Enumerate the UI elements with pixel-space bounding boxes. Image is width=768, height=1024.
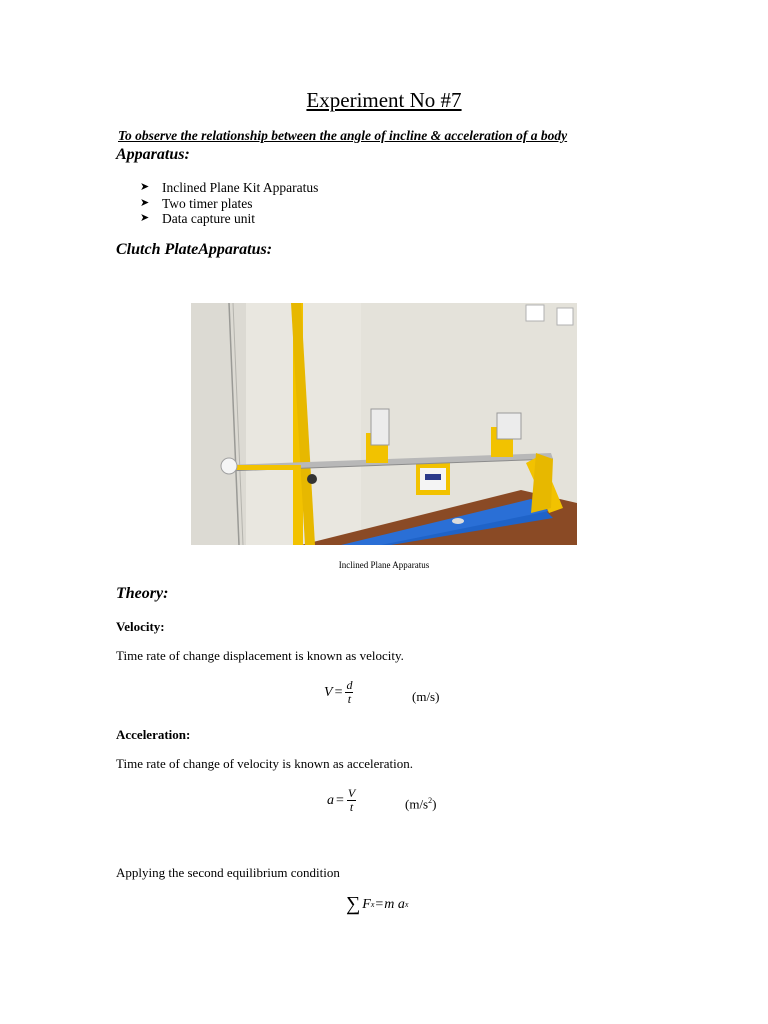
list-item-label: Data capture unit xyxy=(162,211,255,226)
velocity-heading: Velocity: xyxy=(116,619,165,634)
unit-base: (m/s xyxy=(405,796,429,812)
apparatus-list xyxy=(140,180,318,227)
equation-fraction xyxy=(347,787,356,814)
clutch-plate-heading: Clutch PlateApparatus: xyxy=(116,241,273,258)
list-item xyxy=(140,211,318,227)
page-title: Experiment No #7 xyxy=(306,88,462,112)
list-item-label: Two timer plates xyxy=(162,195,253,211)
equilibrium-text: Applying the second equilibrium condition xyxy=(116,865,340,880)
unit-exponent: 2 xyxy=(428,796,433,805)
apparatus-heading: Apparatus: xyxy=(116,146,190,163)
fraction-denominator: t xyxy=(349,800,354,814)
equation-lhs: V xyxy=(324,684,333,700)
velocity-equation: V = $\frac{d}{t}$ xyxy=(324,678,353,706)
experiment-objective: To observe the relationship between the angle of incline & acceleration of a body xyxy=(118,128,568,143)
fraction-numerator: d xyxy=(346,678,353,692)
rhs-term: m a xyxy=(384,896,405,912)
arrow-bullet-icon: ➤ xyxy=(140,212,150,224)
inclined-plane-photo xyxy=(191,303,577,545)
fraction-numerator: V xyxy=(347,786,356,800)
equation-fraction xyxy=(345,679,353,706)
list-item-label: Inclined Plane Kit Apparatus xyxy=(162,180,319,195)
force-subscript: x xyxy=(370,900,375,909)
acceleration-heading: Acceleration: xyxy=(116,727,191,742)
rhs-subscript: x xyxy=(404,900,409,909)
equilibrium-equation: ∑ F x = m a x xyxy=(346,893,409,915)
sum-symbol: ∑ xyxy=(346,893,361,915)
unit-close: ) xyxy=(432,796,437,812)
acceleration-definition: Time rate of change of velocity is known as acceleration. xyxy=(116,756,413,771)
acceleration-equation: a = $\frac{V}{t}$ xyxy=(327,786,356,814)
equation-lhs: a xyxy=(327,792,334,808)
arrow-bullet-icon: ➤ xyxy=(140,196,150,209)
theory-heading: Theory: xyxy=(116,585,169,602)
acceleration-unit xyxy=(405,796,436,812)
list-item xyxy=(140,196,318,212)
arrow-bullet-icon: ➤ xyxy=(140,181,150,193)
velocity-definition: Time rate of change displacement is known as velocity. xyxy=(116,648,404,663)
fraction-denominator: t xyxy=(347,692,352,706)
force-term: F xyxy=(362,896,371,912)
list-item xyxy=(140,180,318,196)
image-caption: Inclined Plane Apparatus xyxy=(338,560,430,570)
velocity-unit: (m/s) xyxy=(412,689,440,704)
